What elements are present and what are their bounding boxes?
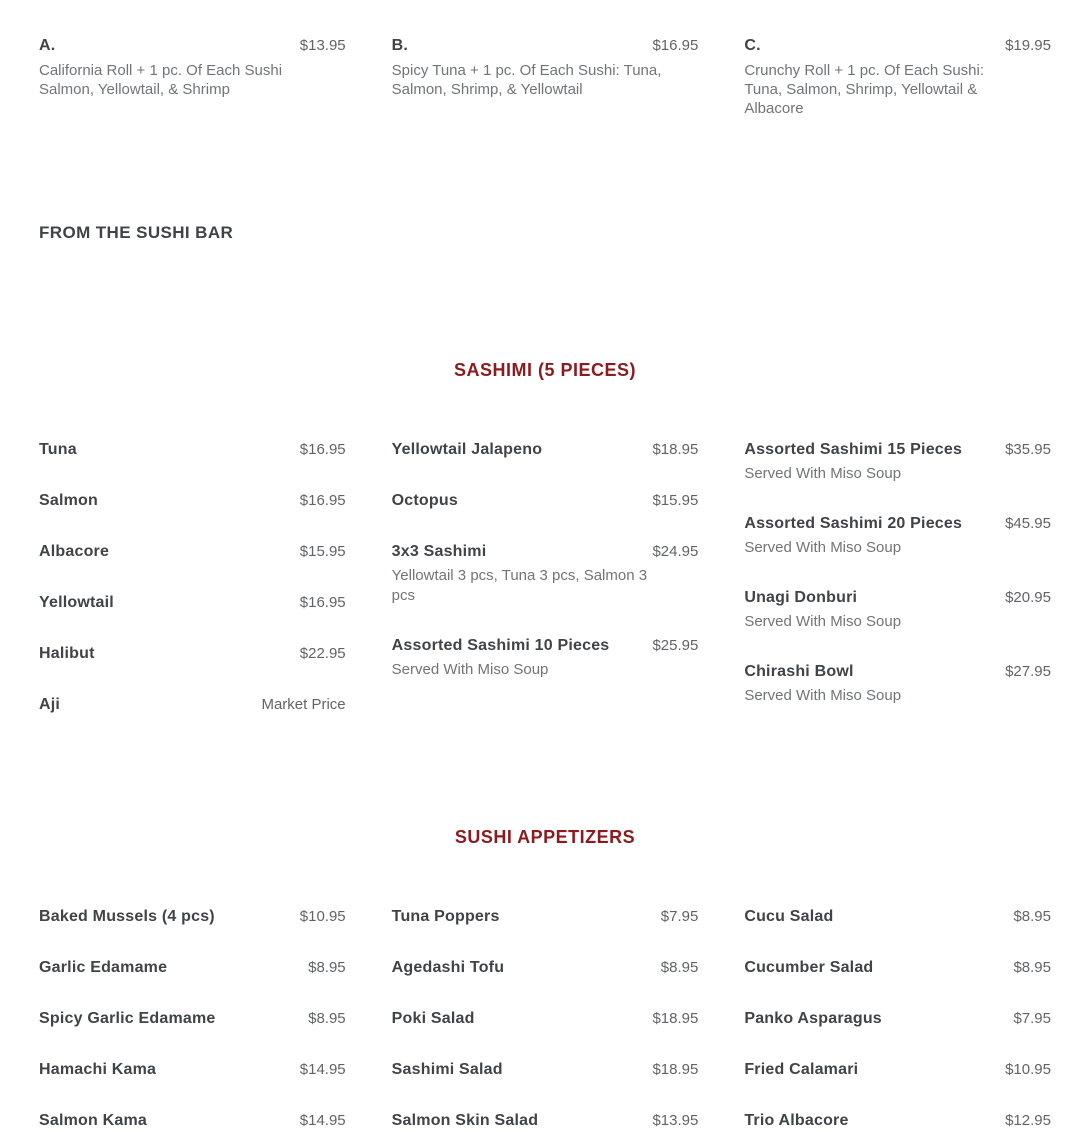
item-price: $19.95 [1005,37,1051,54]
menu-item [39,957,346,979]
from-the-sushi-bar-heading: FROM THE SUSHI BAR [39,223,234,242]
item-name-row [39,592,346,614]
menu-item [39,439,346,461]
item-name: C. [744,37,761,54]
section-title-sashimi: SASHIMI (5 PIECES) [453,360,637,380]
item-price: $18.95 [652,441,699,458]
item-price: $12.95 [1005,1112,1051,1129]
item-price: $7.95 [1013,1010,1051,1027]
item-name: Octopus [391,492,458,509]
sushi-combos-row [39,35,1051,118]
item-name-row [744,957,1051,979]
item-price: $45.95 [1005,515,1051,532]
item-name: Hamachi Kama [39,1061,157,1078]
item-name-row [39,643,346,665]
item-name: Sashimi Salad [391,1061,503,1078]
item-name-row [39,957,346,979]
appetizers-column-3 [744,906,1051,1132]
menu-item [744,439,1051,484]
item-description: Served With Miso Soup [744,687,902,704]
menu-item [39,1110,346,1132]
item-price: $18.95 [652,1010,699,1027]
item-name: Halibut [39,645,95,662]
item-name: Salmon Kama [39,1112,148,1129]
item-description: Served With Miso Soup [391,661,549,678]
menu-item [39,592,346,614]
menu-item [744,1110,1051,1132]
menu-item [392,1059,699,1081]
item-price: $13.95 [299,37,346,54]
item-description: Served With Miso Soup [744,539,902,556]
item-name-row [39,439,346,461]
sashimi-grid [39,439,1051,716]
item-name: Cucumber Salad [744,959,874,976]
item-name: Tuna Poppers [391,908,500,925]
sashimi-column-3 [744,439,1051,706]
item-price: $10.95 [1005,1061,1051,1078]
item-name: Panko Asparagus [744,1010,882,1027]
item-name: Cucu Salad [744,908,834,925]
item-name: Albacore [39,543,110,560]
item-name-row [744,513,1051,535]
item-description: Yellowtail 3 pcs, Tuna 3 pcs, Salmon 3 pcs [391,567,648,604]
section-sashimi [39,360,1051,716]
item-price: $15.95 [299,543,346,560]
item-name-row [392,490,699,512]
menu-item [392,1008,699,1030]
item-name: Salmon [39,492,98,509]
item-name: Garlic Edamame [39,959,168,976]
item-price: $13.95 [652,1112,699,1129]
item-name: Assorted Sashimi 20 Pieces [744,515,963,532]
menu-item [39,1059,346,1081]
menu-item [392,906,699,928]
item-price: $27.95 [1005,663,1051,680]
menu-item [392,541,699,606]
item-price: $18.95 [652,1061,699,1078]
sashimi-column-1 [39,439,346,716]
menu-item [744,587,1051,632]
item-name-row [392,906,699,928]
menu-item [392,1110,699,1132]
item-price: $14.95 [299,1112,346,1129]
appetizers-grid [39,906,1051,1132]
item-name: B. [391,37,409,54]
item-price: $16.95 [652,37,699,54]
section-appetizers [39,827,1051,1132]
menu-item [744,1059,1051,1081]
item-price: $8.95 [1013,908,1051,925]
menu-item [744,1008,1051,1030]
menu-item [39,541,346,563]
menu-item [39,35,346,99]
item-price: $20.95 [1005,589,1051,606]
item-name-row [39,490,346,512]
item-description: Served With Miso Soup [744,613,902,630]
item-name-row [744,661,1051,683]
item-name: Aji [39,696,61,713]
item-name-row [392,35,699,57]
item-description: Spicy Tuna + 1 pc. Of Each Sushi: Tuna, Salmon, Shrimp, & Yellowtail [391,62,662,98]
item-name: A. [39,37,56,54]
item-name: Salmon Skin Salad [391,1112,539,1129]
item-name-row [392,541,699,563]
item-name-row [392,439,699,461]
item-price: Market Price [261,696,346,713]
item-price: $14.95 [299,1061,346,1078]
item-price: $8.95 [308,1010,346,1027]
item-name: Assorted Sashimi 15 Pieces [744,441,963,458]
item-name-row [744,1008,1051,1030]
item-name-row [392,957,699,979]
item-name-row [392,635,699,657]
item-price: $35.95 [1005,441,1051,458]
menu-item [392,635,699,680]
item-name-row [39,1008,346,1030]
item-name: Chirashi Bowl [744,663,854,680]
menu-item [744,957,1051,979]
item-description: California Roll + 1 pc. Of Each Sushi Salmon, Yellowtail, & Shrimp [39,62,283,98]
item-name: Trio Albacore [744,1112,849,1129]
menu-item [392,957,699,979]
sashimi-column-2 [392,439,699,680]
item-price: $8.95 [1013,959,1051,976]
item-price: $8.95 [308,959,346,976]
item-name: Baked Mussels (4 pcs) [39,908,215,925]
item-name: Poki Salad [391,1010,475,1027]
item-name-row [744,1110,1051,1132]
menu-item [39,490,346,512]
item-price: $10.95 [299,908,346,925]
item-name-row [744,587,1051,609]
item-name-row [744,35,1051,57]
item-name: Yellowtail Jalapeno [391,441,543,458]
item-price: $16.95 [299,492,346,509]
item-name-row [392,1110,699,1132]
item-name-row [744,906,1051,928]
menu-item [39,906,346,928]
menu-item [39,1008,346,1030]
menu-item [744,35,1051,118]
menu-item [392,439,699,461]
item-name-row [392,1059,699,1081]
item-price: $7.95 [660,908,699,925]
menu-item [744,661,1051,706]
item-description: Crunchy Roll + 1 pc. Of Each Sushi: Tuna, Salmon, Shrimp, Yellowtail & Albacore [744,62,985,117]
item-name-row [392,1008,699,1030]
item-name-row [39,906,346,928]
item-name-row [39,1059,346,1081]
appetizers-column-1 [39,906,346,1132]
item-name: Unagi Donburi [744,589,858,606]
menu-item [39,643,346,665]
item-name-row [744,439,1051,461]
item-name-row [39,694,346,716]
item-price: $24.95 [652,543,699,560]
item-name-row [39,1110,346,1132]
menu-item [39,694,346,716]
item-name: Yellowtail [39,594,114,611]
item-name-row [744,1059,1051,1081]
item-name: Fried Calamari [744,1061,859,1078]
item-price: $8.95 [660,959,699,976]
item-price: $22.95 [299,645,346,662]
item-name-row [39,541,346,563]
item-name: Assorted Sashimi 10 Pieces [391,637,610,654]
item-name-row [39,35,346,57]
item-price: $16.95 [299,594,346,611]
item-price: $25.95 [652,637,699,654]
item-name: Agedashi Tofu [391,959,505,976]
item-price: $15.95 [652,492,699,509]
menu-item [744,906,1051,928]
item-name: Tuna [39,441,77,458]
item-name: Spicy Garlic Edamame [39,1010,216,1027]
item-description: Served With Miso Soup [744,465,902,482]
item-price: $16.95 [299,441,346,458]
menu-item [392,35,699,99]
menu-item [744,513,1051,558]
section-title-appetizers: SUSHI APPETIZERS [454,827,636,847]
appetizers-column-2 [392,906,699,1132]
item-name: 3x3 Sashimi [391,543,487,560]
menu-item [392,490,699,512]
